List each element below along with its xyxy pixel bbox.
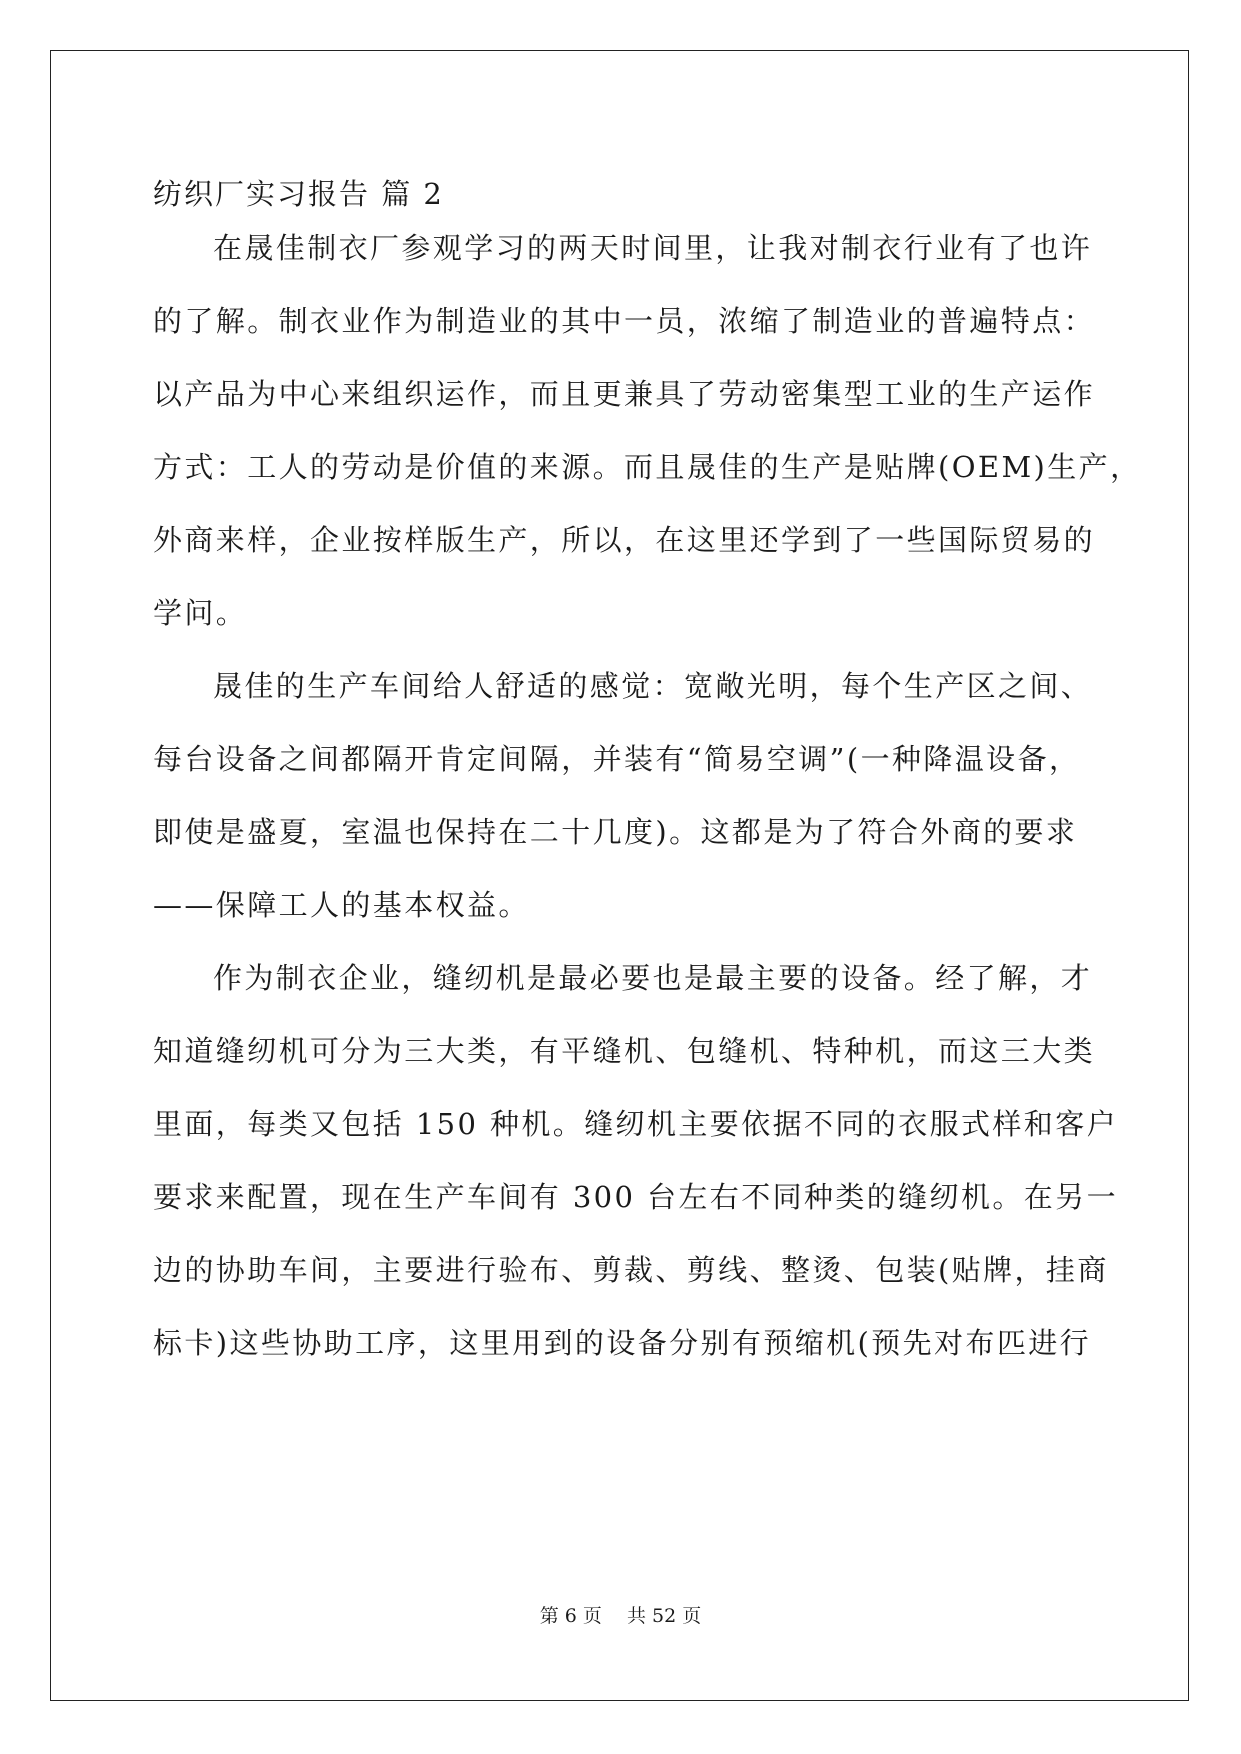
text-line: 每台设备之间都隔开肯定间隔，并装有“简易空调”(一种降温设备，: [153, 742, 1081, 776]
text-line: 外商来样，企业按样版生产，所以，在这里还学到了一些国际贸易的: [153, 523, 1096, 557]
document-title: 纺织厂实习报告 篇 2: [153, 177, 444, 211]
text-line: 标卡)这些协助工序，这里用到的设备分别有预缩机(预先对布匹进行: [153, 1326, 1092, 1360]
text-line: 晟佳的生产车间给人舒适的感觉：宽敞光明，每个生产区之间、: [213, 669, 1093, 703]
text-line: 的了解。制衣业作为制造业的其中一员，浓缩了制造业的普遍特点：: [153, 304, 1096, 338]
text-line: 以产品为中心来组织运作，而且更兼具了劳动密集型工业的生产运作: [153, 377, 1096, 411]
text-line: 即使是盛夏，室温也保持在二十几度)。这都是为了符合外商的要求: [153, 815, 1078, 849]
text-line: ——保障工人的基本权益。: [153, 888, 530, 922]
text-line: 要求来配置，现在生产车间有 300 台左右不同种类的缝纫机。在另一: [153, 1180, 1118, 1214]
text-line: 边的协助车间，主要进行验布、剪裁、剪线、整烫、包装(贴牌，挂商: [153, 1253, 1109, 1287]
text-line: 知道缝纫机可分为三大类，有平缝机、包缝机、特种机，而这三大类: [153, 1034, 1096, 1068]
text-line: 学问。: [153, 596, 248, 630]
text-line: 里面，每类又包括 150 种机。缝纫机主要依据不同的衣服式样和客户: [153, 1107, 1118, 1141]
text-line: 方式：工人的劳动是价值的来源。而且晟佳的生产是贴牌(OEM)生产，: [153, 450, 1142, 484]
text-line: 在晟佳制衣厂参观学习的两天时间里，让我对制衣行业有了也许: [213, 231, 1093, 265]
text-line: 作为制衣企业，缝纫机是最必要也是最主要的设备。经了解，才: [213, 961, 1093, 995]
page-border: [50, 50, 1189, 1701]
page-number: 第 6 页 共 52 页: [539, 1605, 702, 1627]
